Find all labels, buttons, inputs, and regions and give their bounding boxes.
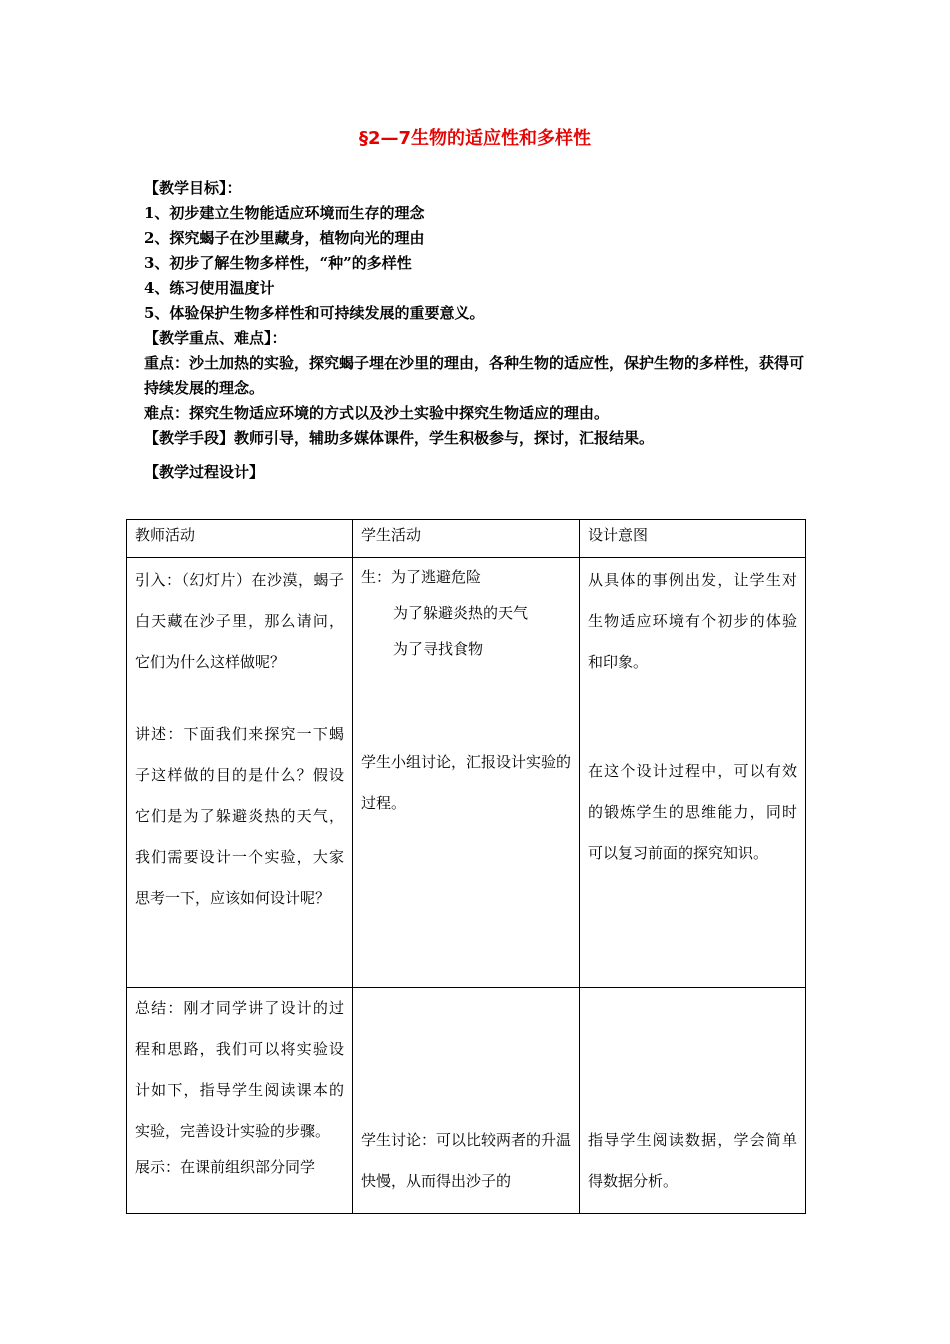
header-student-activity: 学生活动 (353, 520, 580, 558)
table-header-row (127, 520, 806, 558)
objective-item: 1、初步建立生物能适应环境而生存的理念 (144, 204, 425, 222)
lesson-plan-table (126, 519, 806, 1214)
table-row (127, 558, 806, 988)
purpose-text: 在这个设计过程中，可以有效的锻炼学生的思维能力，同时 可以复习前面的探究知识。 (588, 762, 797, 862)
objectives-heading: 【教学目标】： (144, 179, 242, 197)
objective-item: 2、探究蝎子在沙里藏身，植物向光的理由 (144, 229, 425, 247)
page-title: §2—7生物的适应性和多样性 (358, 128, 592, 149)
header-teacher-activity: 教师活动 (127, 520, 353, 558)
objective-item: 3、初步了解生物多样性，“种”的多样性 (144, 254, 412, 272)
student-activity-cell (353, 988, 580, 1214)
design-purpose-cell (580, 558, 806, 988)
teacher-show-text: 展示：在课前组织部分同学 (135, 1158, 316, 1176)
student-discuss-text: 学生小组讨论，汇报设计实验的过程。 (361, 753, 572, 812)
teacher-activity-cell (127, 558, 353, 988)
teacher-intro-text: 引入：（幻灯片）在沙漠，蝎子白天藏在沙子里，那么请问，它们为什么这样做呢？ (135, 571, 344, 671)
key-points-text: 重点：沙土加热的实验，探究蝎子埋在沙里的理由，各种生物的适应性，保护生物的多样性，获得可持续发展的理念。 (144, 354, 805, 397)
lesson-intro (144, 176, 809, 485)
student-answer: 为了寻找食物 (393, 640, 484, 658)
student-activity-cell (353, 558, 580, 988)
header-design-purpose: 设计意图 (580, 520, 806, 558)
table-row (127, 988, 806, 1214)
process-heading: 【教学过程设计】 (144, 463, 265, 481)
objective-item: 4、练习使用温度计 (144, 279, 275, 297)
teacher-summary-text: 总结：刚才同学讲了设计的过程和思路，我们可以将实验设计如下，指导学生阅读课本的实验，完善设计实验的步骤。 (135, 999, 344, 1140)
difficult-points-text: 难点：探究生物适应环境的方式以及沙土实验中探究生物适应的理由。 (144, 404, 610, 422)
teacher-explain-text: 讲述：下面我们来探究一下蝎子这样做的目的是什么？假设它们是为了躲避炎热的天气，我们需要设计一个实验，大家思考一下，应该如何设计呢？ (135, 725, 344, 907)
teacher-activity-cell (127, 988, 353, 1214)
teaching-methods: 【教学手段】教师引导，辅助多媒体课件，学生积极参与，探讨，汇报结果。 (144, 429, 655, 447)
key-points-heading: 【教学重点、难点】： (144, 329, 287, 347)
design-purpose-cell (580, 988, 806, 1214)
student-answer: 为了躲避炎热的天气 (393, 604, 529, 622)
objective-item: 5、体验保护生物多样性和可持续发展的重要意义。 (144, 304, 485, 322)
student-discuss-text: 学生讨论：可以比较两者的升温快慢，从而得出沙子的 (361, 1131, 572, 1190)
student-answer: 生：为了逃避危险 (361, 568, 482, 586)
purpose-text: 从具体的事例出发，让学生对生物适应环境有个初步的体验和印象。 (588, 571, 797, 671)
purpose-text: 指导学生阅读数据，学会简单得数据分析。 (588, 1131, 797, 1190)
